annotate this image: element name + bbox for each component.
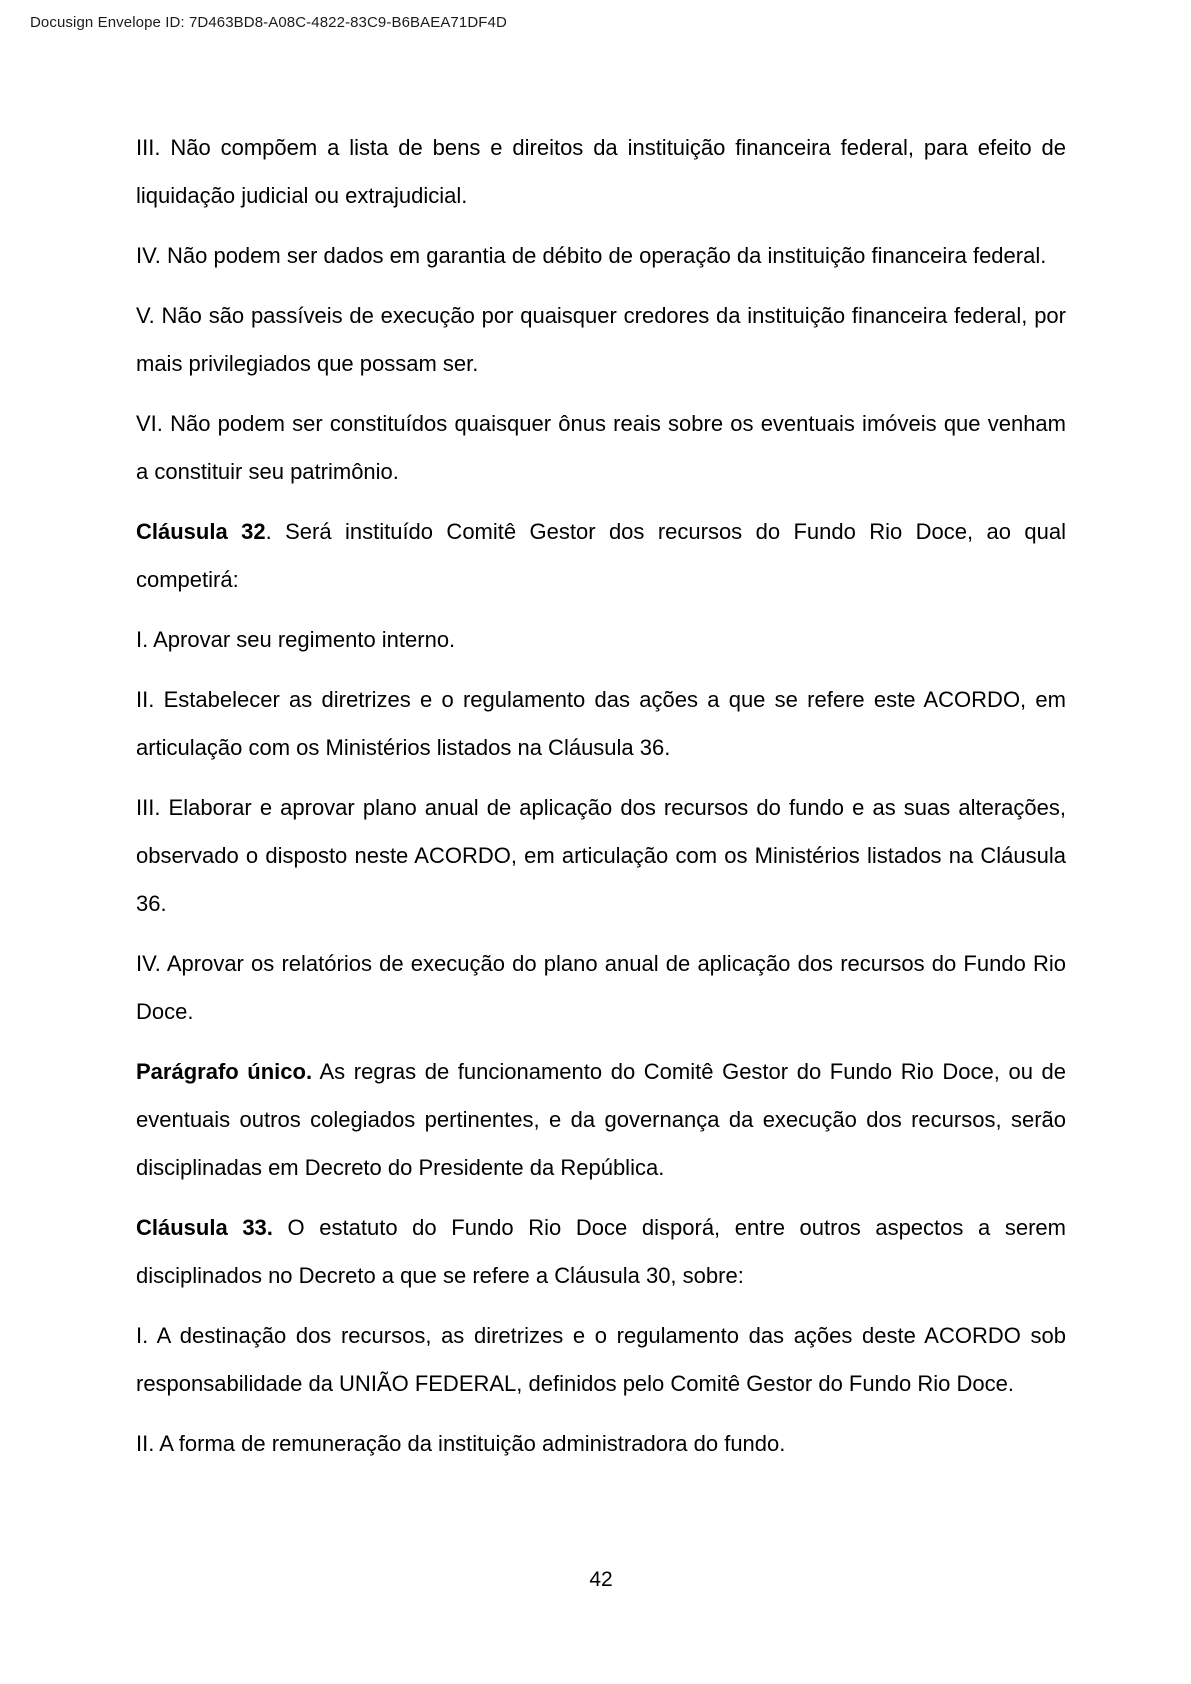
document-body (136, 124, 1066, 1468)
document-paragraph-item-iii-2 (136, 784, 1066, 928)
document-paragraph-item-iv-2 (136, 940, 1066, 1036)
paragraph-text: III. Não compõem a lista de bens e direitos da instituição financeira federal, para efeito de liquidação judicial ou extrajudicial. (136, 135, 1066, 208)
paragraph-text: IV. Não podem ser dados em garantia de débito de operação da instituição financeira federal. (136, 243, 1047, 268)
paragraph-text: VI. Não podem ser constituídos quaisquer ônus reais sobre os eventuais imóveis que venham a constituir seu patrimônio. (136, 411, 1066, 484)
paragraph-text: As regras de funcionamento do Comitê Gestor do Fundo Rio Doce, ou de eventuais outros colegiados pertinentes, e da governança da execução dos recursos, serão disciplinadas em Decreto do Presidente da República. (136, 1059, 1066, 1180)
document-paragraph-clausula-32 (136, 508, 1066, 604)
document-paragraph-item-ii (136, 676, 1066, 772)
docusign-envelope-id: Docusign Envelope ID: 7D463BD8-A08C-4822-83C9-B6BAEA71DF4D (30, 14, 507, 31)
document-paragraph-paragrafo-unico (136, 1048, 1066, 1192)
document-paragraph-item-iv (136, 232, 1066, 280)
paragraph-text: I. A destinação dos recursos, as diretrizes e o regulamento das ações deste ACORDO sob responsabilidade da UNIÃO FEDERAL, definidos pelo Comitê Gestor do Fundo Rio Doce. (136, 1323, 1066, 1396)
paragraph-text: I. Aprovar seu regimento interno. (136, 627, 456, 652)
paragraph-text: III. Elaborar e aprovar plano anual de aplicação dos recursos do fundo e as suas alterações, observado o disposto neste ACORDO, em articulação com os Ministérios listados na Cláusula 36. (136, 795, 1066, 916)
paragraph-text: II. A forma de remuneração da instituição administradora do fundo. (136, 1431, 786, 1456)
document-paragraph-item-vi (136, 400, 1066, 496)
paragraph-lead: Parágrafo único. (136, 1059, 313, 1084)
document-paragraph-item-ii-2 (136, 1420, 1066, 1468)
paragraph-text: . Será instituído Comitê Gestor dos recursos do Fundo Rio Doce, ao qual competirá: (136, 519, 1066, 592)
paragraph-lead: Cláusula 33. (136, 1215, 273, 1240)
document-paragraph-item-i-2 (136, 1312, 1066, 1408)
document-paragraph-clausula-33 (136, 1204, 1066, 1300)
paragraph-text: II. Estabelecer as diretrizes e o regulamento das ações a que se refere este ACORDO, em articulação com os Ministérios listados na Cláusula 36. (136, 687, 1066, 760)
paragraph-text: O estatuto do Fundo Rio Doce disporá, entre outros aspectos a serem disciplinados no Decreto a que se refere a Cláusula 30, sobre: (136, 1215, 1066, 1288)
document-paragraph-item-iii (136, 124, 1066, 220)
document-paragraph-item-i (136, 616, 1066, 664)
document-paragraph-item-v (136, 292, 1066, 388)
paragraph-text: IV. Aprovar os relatórios de execução do plano anual de aplicação dos recursos do Fundo Rio Doce. (136, 951, 1066, 1024)
paragraph-text: V. Não são passíveis de execução por quaisquer credores da instituição financeira federal, por mais privilegiados que possam ser. (136, 303, 1066, 376)
page-number: 42 (589, 1568, 613, 1591)
paragraph-lead: Cláusula 32 (136, 519, 266, 544)
